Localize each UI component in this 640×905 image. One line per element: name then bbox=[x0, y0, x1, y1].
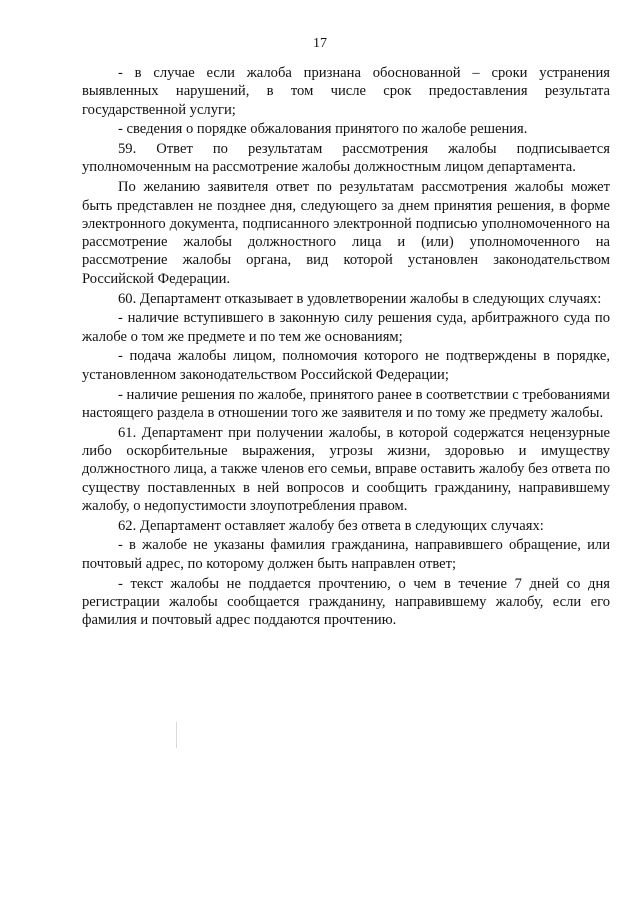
paragraph-59: 59. Ответ по результатам рассмотрения жалобы подписывается уполномоченным на рассмотрение жалобы должностным лицом департамента. bbox=[82, 141, 610, 176]
paragraph-60: 60. Департамент отказывает в удовлетворении жалобы в следующих случаях: bbox=[118, 290, 602, 307]
page-number: 17 bbox=[313, 36, 327, 51]
list-item-court-decision: - наличие вступившего в законную силу решения суда, арбитражного суда по жалобе о том же предмете и по тем же основаниям; bbox=[82, 310, 610, 345]
list-item-prior-decision: - наличие решения по жалобе, принятого ранее в соответствии с требованиями настоящего раздела в отношении того же заявителя и по тому же предмету жалобы. bbox=[82, 386, 610, 421]
list-item-unauthorized-filer: - подача жалобы лицом, полномочия которого не подтверждены в порядке, установленном законодательством Российской Федерации; bbox=[82, 348, 610, 383]
list-item-unreadable-text: - текст жалобы не поддается прочтению, о чем в течение 7 дней со дня регистрации жалобы сообщается гражданину, направившему жалобу, если его фамилия и почтовый адрес поддаются прочтению. bbox=[82, 575, 610, 629]
document-body bbox=[82, 64, 610, 631]
scan-artifact bbox=[176, 722, 177, 748]
paragraph-62: 62. Департамент оставляет жалобу без ответа в следующих случаях: bbox=[118, 517, 544, 534]
paragraph-61: 61. Департамент при получении жалобы, в которой содержатся нецензурные либо оскорбительные выражения, угрозы жизни, здоровью и имуществу должностного лица, а также членов его семьи, вправе оставить жалобу без ответа по существу поставленных в ней вопросов и сообщить гражданину, направившему жалобу, о недопустимости злоупотребления правом. bbox=[82, 424, 610, 514]
paragraph-electronic-response: По желанию заявителя ответ по результатам рассмотрения жалобы может быть представлен не позднее дня, следующего за днем принятия решения, в форме электронного документа, подписанного электронной подписью уполномоченного на рассмотрение жалобы должностного лица и (или) уполномоченного на рассмотрение жалобы органа, вид которой установлен законодательством Российской Федерации. bbox=[82, 179, 610, 287]
paragraph-appeal-procedure: - сведения о порядке обжалования принятого по жалобе решения. bbox=[118, 121, 528, 138]
paragraph-remedy-deadlines: - в случае если жалоба признана обоснованной – сроки устранения выявленных нарушений, в том числе срок предоставления результата государственной услуги; bbox=[82, 65, 610, 118]
list-item-missing-name-address: - в жалобе не указаны фамилия гражданина, направившего обращение, или почтовый адрес, по которому должен быть направлен ответ; bbox=[82, 537, 610, 572]
